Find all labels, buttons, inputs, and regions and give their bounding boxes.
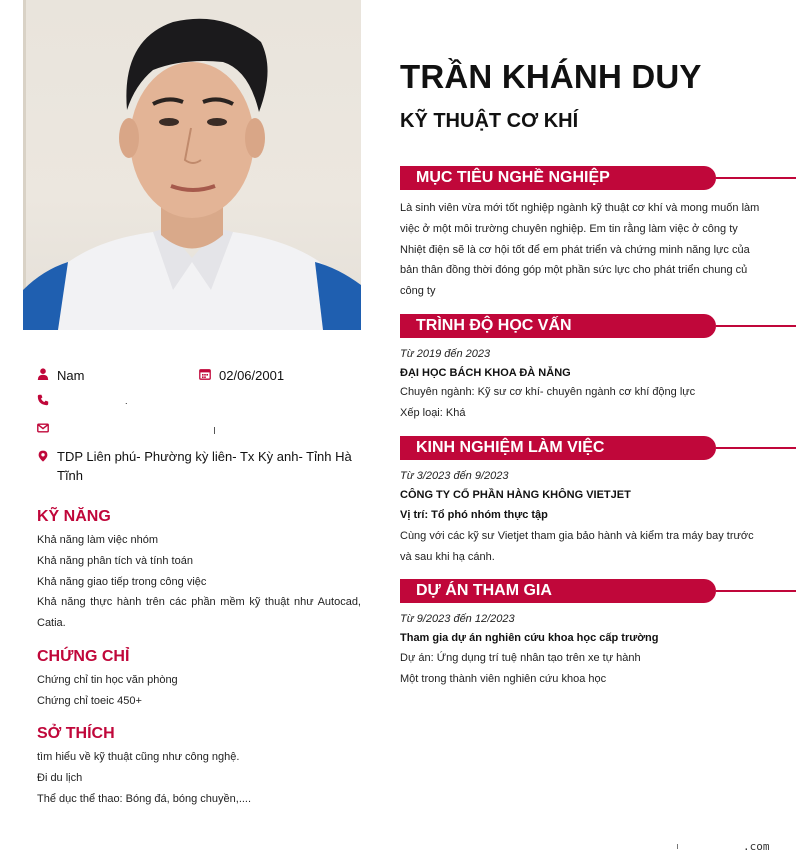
education-grade: Xếp loại: Khá <box>400 406 466 419</box>
user-icon <box>37 368 49 380</box>
projects-heading: DỰ ÁN THAM GIA <box>416 582 552 599</box>
list-item: Chứng chỉ tin học văn phòng <box>37 674 178 686</box>
skills-list <box>37 530 361 634</box>
birthdate-value: 02/06/2001 <box>219 368 285 383</box>
section-line <box>716 177 796 179</box>
candidate-role: KỸ THUẬT CƠ KHÍ <box>400 110 579 132</box>
candidate-name: TRẦN KHÁNH DUY <box>400 58 702 95</box>
portrait-illustration <box>23 0 361 330</box>
list-item: tìm hiểu về kỹ thuật cũng như công nghệ. <box>37 751 240 763</box>
projects-role: Một trong thành viên nghiên cứu khoa học <box>400 672 607 685</box>
email-separator <box>214 427 215 434</box>
experience-company: CÔNG TY CỔ PHẦN HÀNG KHÔNG VIETJET <box>400 489 631 501</box>
list-item: Chứng chỉ toeic 450+ <box>37 694 142 707</box>
education-major: Chuyên ngành: Kỹ sư cơ khí- chuyên ngành cơ khí động lực <box>400 386 696 398</box>
list-item: Đi du lịch <box>37 771 83 784</box>
education-school: ĐẠI HỌC BÁCH KHOA ĐÀ NẴNG <box>400 367 571 379</box>
footer-text: .com <box>743 840 770 853</box>
objective-section-header <box>400 166 796 190</box>
calendar-icon <box>199 368 211 380</box>
phone-icon <box>37 394 49 406</box>
map-pin-icon <box>37 450 49 462</box>
address-value: TDP Liên phú- Phường kỳ liên- Tx Kỳ anh- Tỉnh Hà Tĩnh <box>57 449 352 483</box>
list-item: Khả năng giao tiếp trong công việc <box>37 575 207 588</box>
gender-value: Nam <box>57 368 85 383</box>
section-line <box>716 325 796 327</box>
experience-heading: KINH NGHIỆM LÀM VIỆC <box>416 439 605 456</box>
projects-description: Dự án: Ứng dụng trí tuệ nhân tạo trên xe tự hành <box>400 652 641 664</box>
list-item: Khả năng phân tích và tính toán <box>37 554 193 567</box>
objective-text: Là sinh viên vừa mới tốt nghiệp ngành kỹ thuật cơ khí và mong muốn làm việc ở một môi trường chuyên nghiệp. Em tin rằng làm việc ở công ty Nhiệt điện sẽ là cơ hội tốt để em phát triển và chứng minh năng lực của bản thân đồng thời đóng góp một phần sức lực cho phát triển chung củ công ty <box>400 202 760 298</box>
certificates-heading: CHỨNG CHỈ <box>37 648 130 665</box>
section-line <box>716 590 796 592</box>
experience-description: Cùng với các kỹ sư Vietjet tham gia bảo hành và kiểm tra máy bay trước và sau khi hạ cánh. <box>400 529 754 563</box>
experience-body <box>400 467 764 567</box>
hobbies-list <box>37 747 361 809</box>
certificates-list <box>37 670 361 712</box>
experience-section-header <box>400 436 796 460</box>
list-item: Thể dục thể thao: Bóng đá, bóng chuyền,.... <box>37 792 252 805</box>
section-line <box>716 447 796 449</box>
skills-heading: KỸ NĂNG <box>37 508 111 525</box>
projects-name: Tham gia dự án nghiên cứu khoa học cấp trường <box>400 632 659 644</box>
list-item: Khả năng làm việc nhóm <box>37 534 159 546</box>
profile-photo <box>23 0 361 330</box>
phone-value: . <box>125 396 128 406</box>
experience-period: Từ 3/2023 đến 9/2023 <box>400 470 509 482</box>
envelope-icon <box>37 422 49 434</box>
projects-period: Từ 9/2023 đến 12/2023 <box>400 613 515 625</box>
education-heading: TRÌNH ĐỘ HỌC VẤN <box>416 317 572 334</box>
list-item: Khả năng thực hành trên các phần mềm kỹ thuật như Autocad, Catia. <box>37 596 361 630</box>
projects-section-header <box>400 579 796 603</box>
hobbies-heading: SỞ THÍCH <box>37 725 115 742</box>
education-section-header <box>400 314 796 338</box>
footer-mark <box>677 844 678 849</box>
objective-heading: MỤC TIÊU NGHỀ NGHIỆP <box>416 169 610 186</box>
education-body <box>400 345 764 424</box>
projects-body <box>400 610 764 690</box>
education-period: Từ 2019 đến 2023 <box>400 348 491 360</box>
experience-position: Vị trí: Tổ phó nhóm thực tập <box>400 509 548 521</box>
